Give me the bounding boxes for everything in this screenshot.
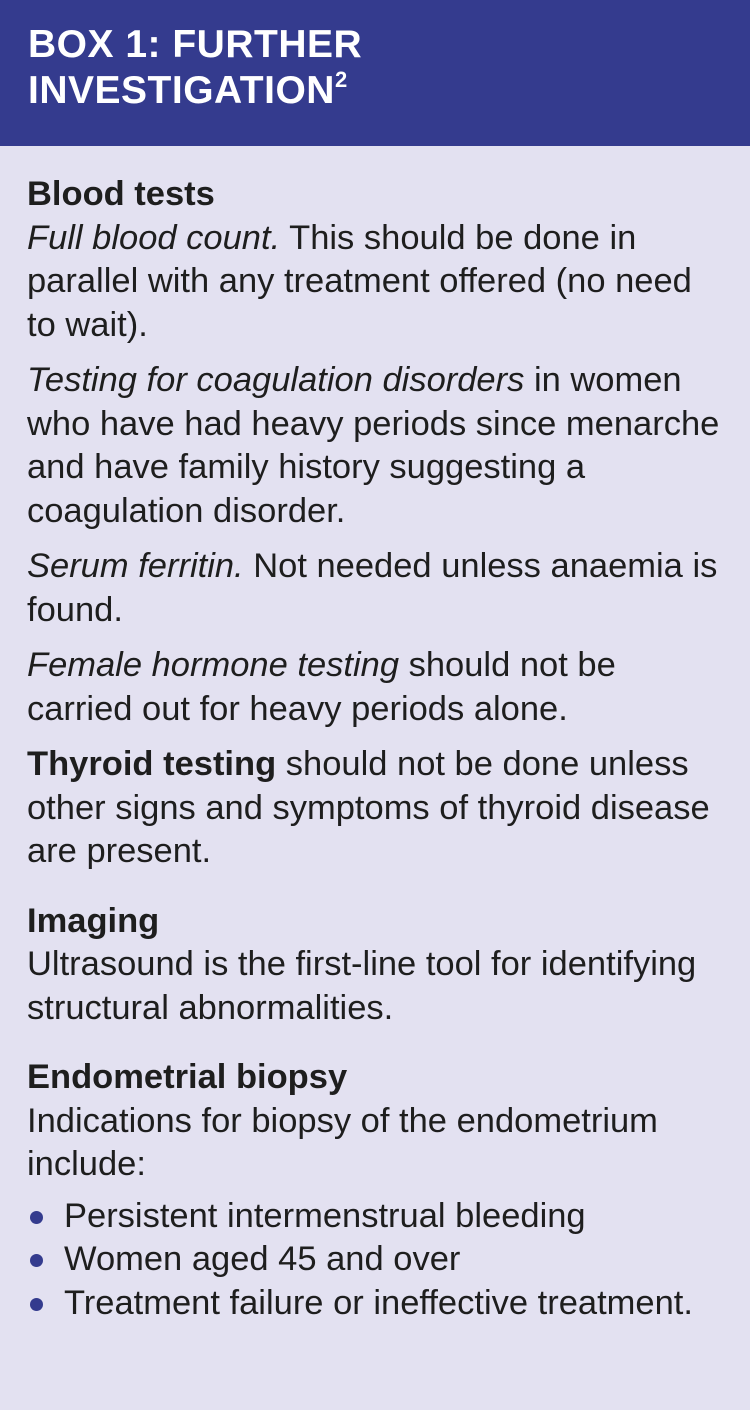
reference-superscript: 2 — [334, 67, 348, 92]
list-item — [27, 1282, 724, 1326]
paragraph-serum-ferritin — [27, 545, 724, 632]
term-serum-ferritin: Serum ferritin. — [27, 547, 244, 585]
paragraph-hormone-testing — [27, 644, 724, 731]
term-full-blood-count: Full blood count. — [27, 218, 281, 257]
bullet-icon — [30, 1254, 43, 1267]
box-title-text: BOX 1: FURTHER INVESTIGATION — [28, 23, 363, 112]
text-full-blood-count: This should be done in parallel with any treatment offered (no need to wait). — [27, 218, 692, 344]
list-item-text: Treatment failure or ineffective treatment. — [64, 1283, 693, 1322]
term-hormone-testing: Female hormone testing — [27, 646, 400, 684]
text-hormone-testing: should not be carried out for heavy periods alone. — [27, 646, 616, 728]
list-item-text: Persistent intermenstrual bleeding — [64, 1196, 586, 1235]
biopsy-indications-list — [27, 1195, 724, 1326]
paragraph-coagulation — [27, 359, 724, 533]
list-item — [27, 1238, 724, 1282]
box-content — [0, 146, 750, 1325]
text-coagulation: in women who have had heavy periods since menarche and have family history suggesting a coagulation disorder. — [27, 361, 720, 530]
text-thyroid-testing: should not be done unless other signs and symptoms of thyroid disease are present. — [27, 745, 710, 870]
paragraph-thyroid-testing — [27, 743, 724, 874]
bullet-icon — [30, 1298, 43, 1311]
paragraph-imaging: Ultrasound is the first-line tool for identifying structural abnormalities. — [27, 945, 697, 1027]
box-header — [0, 0, 750, 146]
section-heading-imaging: Imaging — [27, 901, 160, 940]
text-serum-ferritin: Not needed unless anaemia is found. — [27, 547, 718, 629]
bullet-icon — [30, 1211, 43, 1224]
section-heading-endometrial-biopsy: Endometrial biopsy — [27, 1058, 348, 1096]
term-coagulation: Testing for coagulation disorders — [27, 361, 525, 399]
paragraph-full-blood-count — [27, 217, 724, 348]
paragraph-biopsy-indications: Indications for biopsy of the endometrium include: — [27, 1101, 658, 1183]
box-title — [28, 22, 548, 114]
term-thyroid-testing: Thyroid testing — [27, 745, 277, 783]
section-heading-blood-tests: Blood tests — [27, 175, 215, 213]
list-item — [27, 1195, 724, 1239]
list-item-text: Women aged 45 and over — [64, 1240, 461, 1278]
